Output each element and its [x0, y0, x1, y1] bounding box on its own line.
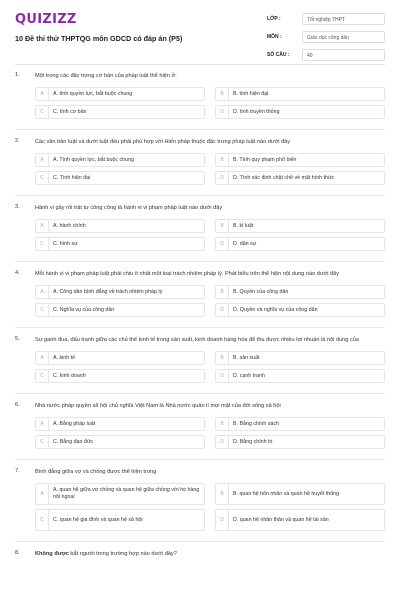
question-text: Mỗi hành vi vi phạm pháp luật phải chịu ít nhất một loại trách nhiệm pháp lý. Phát biểu trên thể hiện nội dung nào dưới đây: [35, 271, 340, 277]
question-1: [15, 72, 385, 119]
option-letter-badge: D: [216, 238, 229, 250]
option-letter-badge: C: [36, 238, 49, 250]
answer-option-a[interactable]: [35, 87, 205, 101]
option-text: D. Bằng chính trị: [233, 438, 273, 445]
quizizz-logo: QUIZIZZ: [15, 12, 77, 27]
question-number: 6.: [15, 402, 20, 408]
option-text: C. tính cơ bản: [53, 108, 87, 115]
answer-option-c[interactable]: [35, 105, 205, 119]
answer-option-a[interactable]: [35, 153, 205, 167]
question-number: 1.: [15, 72, 20, 78]
option-text: A. Công dân bình đẳng về trách nhiệm pháp lý: [53, 288, 163, 295]
option-letter-badge: A: [36, 484, 49, 504]
answer-option-c[interactable]: [35, 237, 205, 251]
option-letter-badge: C: [36, 436, 49, 448]
worksheet-header: [0, 0, 400, 64]
answer-options: [35, 351, 385, 383]
answer-option-d[interactable]: [215, 369, 385, 383]
answer-option-a[interactable]: [35, 219, 205, 233]
answer-option-b[interactable]: [215, 87, 385, 101]
worksheet-title: 10 Đề thi thử THPTQG môn GDCD có đáp án (P5): [15, 34, 183, 43]
question-6: [15, 402, 385, 449]
option-letter-badge: D: [216, 106, 229, 118]
option-letter-badge: A: [36, 418, 49, 430]
option-letter-badge: D: [216, 304, 229, 316]
option-text: C. Nghĩa vụ của công dân: [53, 306, 115, 313]
option-text: B. sản xuất: [233, 354, 260, 361]
question-divider: [15, 261, 385, 262]
option-letter-badge: D: [216, 436, 229, 448]
answer-options: [35, 285, 385, 317]
question-3: [15, 204, 385, 251]
option-letter-badge: A: [36, 220, 49, 232]
question-text-rest: bắt người trong trường hợp nào dưới đây?: [68, 551, 177, 557]
meta-row-count: [267, 48, 385, 62]
option-letter-badge: B: [216, 418, 229, 430]
question-divider: [15, 327, 385, 328]
option-text: B. quan hệ hôn nhân và quan hệ huyết thống: [233, 490, 340, 497]
option-letter-badge: B: [216, 286, 229, 298]
question-number: 5.: [15, 336, 20, 342]
question-8: [15, 550, 385, 558]
answer-options: [35, 219, 385, 251]
option-text: A. hành chính: [53, 222, 86, 229]
answer-option-c[interactable]: [35, 509, 205, 531]
question-text-emphasis: Không được: [35, 551, 69, 557]
meta-value: Tốt nghiệp THPT: [302, 13, 385, 25]
answer-option-c[interactable]: [35, 435, 205, 449]
question-text: Hành vi gây rối trật tự công cộng là hành vi vi phạm pháp luật nào dưới đây: [35, 205, 223, 211]
meta-value: 40: [302, 49, 385, 61]
answer-option-b[interactable]: [215, 153, 385, 167]
answer-options: [35, 483, 385, 531]
worksheet-meta: [267, 12, 385, 66]
question-4: [15, 270, 385, 317]
meta-label: LỚP :: [267, 16, 281, 22]
question-divider: [15, 195, 385, 196]
answer-option-d[interactable]: [215, 171, 385, 185]
option-text: A. Tính quyền lực, bắt buộc chung: [53, 156, 134, 163]
option-text: B. tính hiện đại: [233, 90, 269, 97]
option-letter-badge: D: [216, 370, 229, 382]
option-text: A. Bằng pháp luật: [53, 420, 96, 427]
option-text: A. quan hệ giữa vợ chồng và quan hệ giữa chồng với họ hàng nội ngoại: [53, 487, 200, 500]
question-5: [15, 336, 385, 383]
question-list: [0, 72, 400, 558]
question-divider: [15, 129, 385, 130]
option-text: C. kinh doanh: [53, 372, 86, 379]
option-letter-badge: B: [216, 154, 229, 166]
option-letter-badge: C: [36, 304, 49, 316]
question-number: 7.: [15, 468, 20, 474]
question-text: Bình đẳng giữa vợ và chồng được thể hiện trong: [35, 469, 157, 475]
option-letter-badge: B: [216, 220, 229, 232]
answer-options: [35, 417, 385, 449]
answer-option-a[interactable]: [35, 483, 205, 505]
option-text: B. Tính quy phạm phổ biến: [233, 156, 297, 163]
answer-option-a[interactable]: [35, 417, 205, 431]
question-divider: [15, 459, 385, 460]
option-letter-badge: A: [36, 154, 49, 166]
option-text: A. kinh tế: [53, 354, 76, 361]
question-text: Nhà nước pháp quyền xã hội chủ nghĩa Việt Nam là Nhà nước quản lí mọi mặt của đời sống xã hội: [35, 403, 281, 409]
option-text: D. Tính xác định chặt chẽ về mặt hình thức: [233, 174, 335, 181]
option-text: C. hình sự: [53, 240, 78, 247]
option-text: D. quan hệ nhân thân và quan hệ tài sản: [233, 516, 329, 523]
option-text: D. tính truyền thống: [233, 108, 280, 115]
meta-label: MÔN :: [267, 34, 282, 40]
option-letter-badge: B: [216, 88, 229, 100]
answer-option-b[interactable]: [215, 417, 385, 431]
answer-option-b[interactable]: [215, 285, 385, 299]
question-number: 4.: [15, 270, 20, 276]
question-number: 3.: [15, 204, 20, 210]
option-text: C. quan hệ gia đình và quan hệ xã hội: [53, 516, 143, 523]
answer-option-d[interactable]: [215, 105, 385, 119]
answer-option-d[interactable]: [215, 435, 385, 449]
answer-option-b[interactable]: [215, 351, 385, 365]
answer-option-a[interactable]: [35, 351, 205, 365]
answer-option-b[interactable]: [215, 483, 385, 505]
option-text: B. kỉ luật: [233, 222, 254, 229]
question-7: [15, 468, 385, 531]
question-divider: [15, 541, 385, 542]
question-divider: [15, 393, 385, 394]
answer-option-c[interactable]: [35, 303, 205, 317]
answer-options: [35, 153, 385, 185]
question-number: 2.: [15, 138, 20, 144]
question-text: Các văn bản luật và dưới luật đều phải phù hợp với Hiến pháp thuộc đặc trưng pháp luật nào dưới đây: [35, 139, 291, 145]
answer-option-d[interactable]: [215, 237, 385, 251]
option-text: D. cạnh tranh: [233, 372, 265, 379]
option-text: B. Quyền của công dân: [233, 288, 289, 295]
answer-option-a[interactable]: [35, 285, 205, 299]
option-text: D. dân sự: [233, 240, 257, 247]
option-letter-badge: A: [36, 352, 49, 364]
option-letter-badge: A: [36, 286, 49, 298]
answer-option-b[interactable]: [215, 219, 385, 233]
header-divider: [15, 64, 385, 65]
answer-options: [35, 87, 385, 119]
question-text: [35, 550, 385, 558]
question-text: Một trong các đặc trưng cơ bản của pháp luật thể hiện ở:: [35, 73, 177, 79]
meta-row-subject: [267, 30, 385, 44]
option-letter-badge: B: [216, 352, 229, 364]
option-text: D. Quyền và nghĩa vụ của công dân: [233, 306, 318, 313]
meta-row-class: [267, 12, 385, 26]
answer-option-d[interactable]: [215, 303, 385, 317]
option-text: C. Bằng đạo đức: [53, 438, 94, 445]
option-letter-badge: A: [36, 88, 49, 100]
question-number: 8.: [15, 550, 20, 556]
option-letter-badge: D: [216, 172, 229, 184]
answer-option-d[interactable]: [215, 509, 385, 531]
option-letter-badge: D: [216, 510, 229, 530]
option-letter-badge: B: [216, 484, 229, 504]
answer-option-c[interactable]: [35, 171, 205, 185]
option-letter-badge: C: [36, 370, 49, 382]
answer-option-c[interactable]: [35, 369, 205, 383]
question-text: Sự ganh đua, đấu tranh giữa các chủ thể kinh tế trong sản xuất, kinh doanh hàng hóa để thu được nhiều lợi nhuận là nội dung của: [35, 337, 359, 343]
option-letter-badge: C: [36, 106, 49, 118]
option-text: B. Bằng chính sách: [233, 420, 279, 427]
option-letter-badge: C: [36, 172, 49, 184]
question-2: [15, 138, 385, 185]
option-text: A. tính quyền lực, bắt buộc chung: [53, 90, 133, 97]
meta-label: SỐ CÂU :: [267, 52, 290, 58]
option-text: C. Tính hiện đại: [53, 174, 91, 181]
option-letter-badge: C: [36, 510, 49, 530]
meta-value: Giáo dục công dân: [302, 31, 385, 43]
